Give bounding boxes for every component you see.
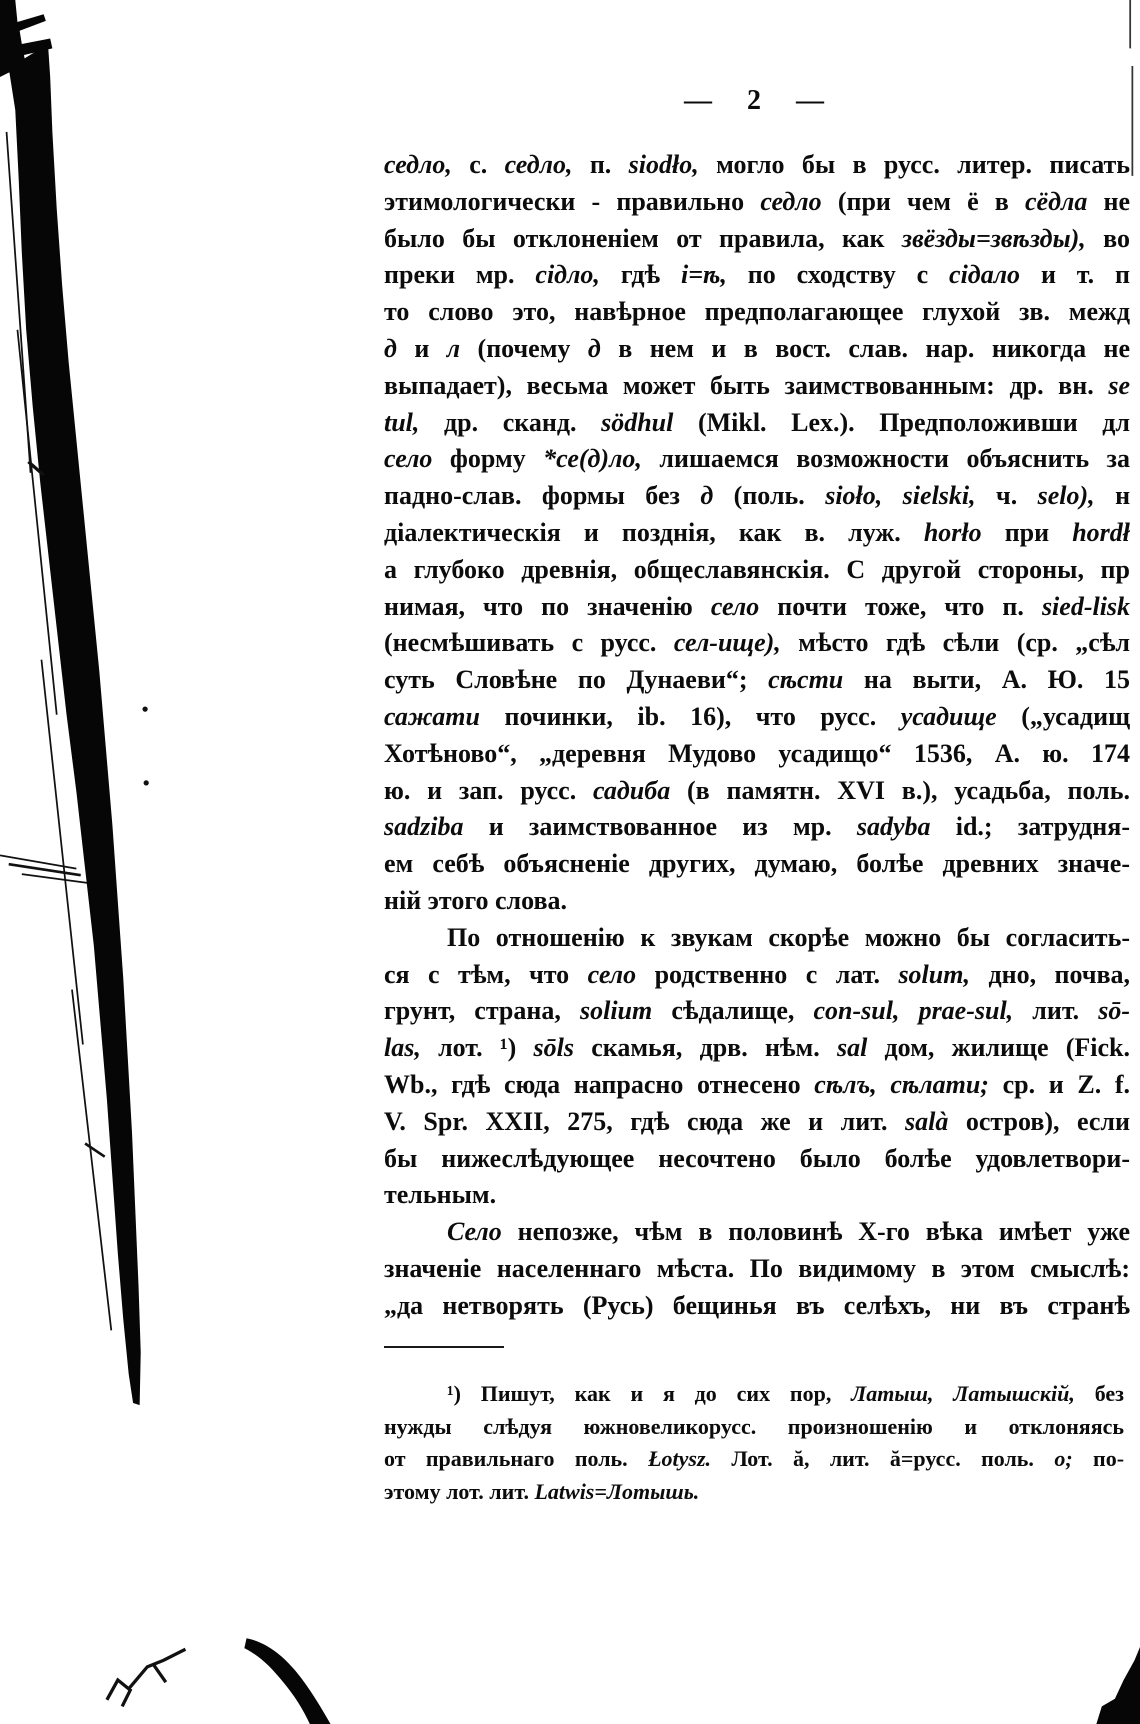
text-line: [384, 1141, 1130, 1178]
emphasized-text: д: [700, 481, 714, 511]
text-line: [384, 1067, 1130, 1104]
text-segment: родственно с лат.: [654, 959, 880, 989]
emphasized-text: Латыш, Латышскій,: [851, 1381, 1075, 1406]
emphasized-text: сідло,: [535, 260, 600, 290]
text-line: [384, 773, 1130, 810]
paragraph: [384, 1214, 1130, 1324]
text-segment: дно, почва,: [988, 959, 1130, 989]
text-line: [384, 846, 1130, 883]
emphasized-text: sadyba: [856, 812, 931, 842]
emphasized-text: sioło, sielski,: [825, 481, 976, 511]
text-line: [384, 957, 1130, 994]
text-line: [447, 1214, 1130, 1251]
emphasized-text: сёдла: [1025, 186, 1088, 216]
text-segment: (несмѣшивать с русс.: [384, 628, 657, 658]
emphasized-text: södhul: [601, 407, 674, 437]
text-segment: при: [1004, 517, 1050, 547]
text-line: [384, 1411, 1124, 1444]
text-segment: могло бы в русс. литер. писать: [716, 150, 1130, 179]
text-line: [384, 1443, 1124, 1476]
text-segment: скамья, дрв. нѣм.: [591, 1033, 820, 1063]
text-segment: и: [414, 333, 430, 363]
emphasized-text: solum,: [898, 959, 970, 989]
text-segment: лит.: [1032, 996, 1080, 1026]
text-line: [384, 478, 1130, 515]
text-line: [447, 1378, 1124, 1411]
text-segment: н: [1115, 481, 1130, 511]
text-segment: нимая, что по значенію: [384, 591, 693, 621]
emphasized-text: selo),: [1037, 481, 1095, 511]
text-segment: Хотѣново“, „деревня Мудово усадищо“ 1536, А. ю. 174: [384, 738, 1130, 768]
text-segment: мѣсто гдѣ сѣли (ср. „сѣл: [798, 628, 1130, 658]
text-segment: почти тоже, что п.: [777, 591, 1024, 621]
paragraph: [384, 1378, 1124, 1508]
text-segment: на выти, А. Ю. 15: [863, 665, 1130, 695]
scan-mark-bottom-curve: [244, 1638, 330, 1724]
text-line: [384, 184, 1130, 221]
scan-smear-left: [9, 44, 141, 1405]
text-segment: выпадает), весьма может быть заимствованным: др. вн.: [384, 370, 1094, 400]
text-segment: гдѣ: [620, 260, 661, 290]
text-segment: во: [1103, 223, 1130, 253]
text-segment: лот. ¹): [438, 1033, 517, 1063]
text-segment: падно-слав. формы без: [384, 481, 680, 511]
text-line: [384, 993, 1130, 1030]
text-line: [384, 368, 1130, 405]
text-segment: лишаемся возможности объяснить за: [659, 444, 1130, 474]
text-line: [384, 589, 1130, 626]
text-segment: непозже, чѣм в половинѣ X-го вѣка имѣет уже: [517, 1217, 1130, 1247]
text-segment: форму: [449, 444, 526, 474]
text-segment: др. сканд.: [444, 407, 577, 437]
emphasized-text: седло,: [384, 150, 452, 179]
emphasized-text: седло: [760, 186, 822, 216]
text-segment: п.: [589, 150, 612, 179]
emphasized-text: tul,: [384, 407, 420, 437]
emphasized-text: sōls: [533, 1033, 574, 1063]
text-segment: ся с тѣм, что: [384, 959, 570, 989]
text-line: [384, 552, 1130, 589]
emphasized-text: л: [446, 333, 461, 363]
text-segment: ср. и Z. f.: [1002, 1069, 1130, 1099]
text-segment: суть Словѣне по Дунаеви“;: [384, 665, 748, 695]
text-line: [384, 515, 1130, 552]
footnotes: [384, 1378, 1124, 1508]
emphasized-text: o;: [1054, 1446, 1073, 1472]
text-segment: Лот. ă, лит. ă=русс. поль.: [731, 1446, 1034, 1472]
text-line: [384, 405, 1130, 442]
text-line: [384, 736, 1130, 773]
emphasized-text: salà: [905, 1106, 949, 1136]
text-segment: дом, жилище (Fick.: [884, 1033, 1130, 1063]
speck: [142, 707, 147, 712]
text-segment: (поль.: [733, 481, 805, 511]
emphasized-text: *се(д)ло,: [543, 444, 642, 474]
text-segment: было бы отклоненіем от правила, как: [384, 223, 885, 253]
text-line: [384, 331, 1130, 368]
main-text: [384, 147, 1130, 1325]
text-line: [384, 809, 1130, 846]
text-line: [384, 1476, 1124, 1509]
text-line: [384, 294, 1130, 331]
text-segment: діалектическія и позднія, как в. луж.: [384, 517, 901, 547]
paragraph: [384, 920, 1130, 1214]
speck: [144, 780, 149, 785]
emphasized-text: сел-ище),: [673, 628, 781, 658]
text-segment: починки, ib. 16), что русс.: [504, 701, 877, 731]
emphasized-text: las,: [384, 1033, 421, 1063]
text-line: [384, 1288, 1130, 1325]
emphasized-text: se: [1108, 370, 1130, 400]
text-segment: по-: [1093, 1446, 1124, 1472]
text-line: [384, 221, 1130, 258]
text-segment: по сходству с: [747, 260, 929, 290]
emphasized-text: sied-lisk: [1041, 591, 1130, 621]
emphasized-text: звёзды=звѣзды),: [901, 223, 1086, 253]
text-line: [384, 662, 1130, 699]
text-segment: ній этого слова.: [384, 885, 568, 915]
text-segment: без: [1094, 1381, 1124, 1406]
text-line: [447, 920, 1130, 957]
emphasized-text: д: [384, 333, 397, 363]
text-line: [384, 257, 1130, 294]
emphasized-text: садиба: [593, 775, 671, 805]
scan-smear-top: [0, 0, 52, 77]
scan-smear-feathers: [0, 132, 111, 1330]
scan-mark-bottom-right: [1096, 1647, 1140, 1724]
emphasized-text: sō-: [1098, 996, 1130, 1026]
page-number: — 2 —: [684, 85, 824, 116]
text-segment: не: [1103, 186, 1130, 216]
text-segment: а глубоко древнія, общеславянскія. С другой стороны, пр: [384, 554, 1130, 584]
emphasized-text: д: [587, 333, 601, 363]
text-segment: этому лот. лит.: [384, 1478, 529, 1504]
emphasized-text: сѣлъ, сѣлати;: [814, 1069, 989, 1099]
text-segment: и т. п: [1040, 260, 1130, 290]
emphasized-text: solium: [579, 996, 653, 1026]
text-segment: ч.: [996, 481, 1018, 511]
emphasized-text: sal: [836, 1033, 868, 1063]
text-segment: и заимствованное из мр.: [488, 812, 832, 842]
text-segment: id.; затрудня-: [955, 812, 1130, 842]
text-segment: бы нижеслѣдующее несочтено было болѣе удовлетвори-: [384, 1143, 1130, 1173]
text-segment: (при чем ё в: [837, 186, 1009, 216]
emphasized-text: седло,: [504, 150, 573, 179]
text-segment: ¹) Пишут, как и я до сих пор,: [447, 1381, 832, 1406]
text-line: [384, 1030, 1130, 1067]
text-line: [384, 441, 1130, 478]
emphasized-text: sadziba: [384, 812, 464, 842]
emphasized-text: усадище: [900, 701, 997, 731]
text-segment: Wb., гдѣ сюда напрасно отнесено: [384, 1069, 801, 1099]
text-segment: этимологически - правильно: [384, 186, 745, 216]
scan-mark-bottom-left: [107, 1649, 186, 1706]
text-segment: тельным.: [384, 1180, 497, 1210]
text-segment: („усадищ: [1021, 701, 1130, 731]
text-segment: от правильнаго поль.: [384, 1446, 628, 1472]
text-segment: По отношенію к звукам скорѣе можно бы согласить-: [447, 922, 1130, 952]
text-segment: ем себѣ объясненіе других, думаю, болѣе древних значе-: [384, 849, 1130, 879]
text-segment: (почему: [477, 333, 571, 363]
emphasized-text: horło: [923, 517, 982, 547]
text-segment: сѣдалище,: [671, 996, 795, 1026]
page-edge-line: [1130, 0, 1132, 176]
text-segment: (в памятн. XVI в.), усадьба, поль.: [687, 775, 1130, 805]
emphasized-text: сажати: [384, 701, 480, 731]
emphasized-text: Łotysz.: [648, 1446, 712, 1472]
text-segment: то слово это, навѣрное предполагающее глухой зв. межд: [384, 297, 1130, 327]
emphasized-text: село: [710, 591, 760, 621]
emphasized-text: село: [384, 444, 433, 474]
text-line: [384, 1104, 1130, 1141]
emphasized-text: сѣсти: [768, 665, 844, 695]
emphasized-text: Latwis=Лотышь.: [534, 1478, 700, 1504]
text-line: [384, 1177, 1130, 1214]
text-segment: грунт, страна,: [384, 996, 561, 1026]
text-line: [384, 625, 1130, 662]
text-line: [384, 147, 1130, 184]
text-segment: значеніе населеннаго мѣста. По видимому в этом смыслѣ:: [384, 1253, 1130, 1283]
text-segment: в нем и в вост. слав. нар. никогда не: [618, 333, 1130, 363]
emphasized-text: сідало: [949, 260, 1021, 290]
text-segment: ю. и зап. русс.: [384, 775, 577, 805]
emphasized-text: село: [587, 959, 637, 989]
text-segment: V. Spr. XXII, 275, гдѣ сюда же и лит.: [384, 1106, 888, 1136]
paragraph: [384, 147, 1130, 920]
footnote-separator: [384, 1346, 504, 1348]
text-segment: преки мр.: [384, 260, 515, 290]
emphasized-text: Село: [447, 1217, 502, 1247]
text-segment: (Mikl. Lex.). Предположивши дл: [697, 407, 1130, 437]
text-line: [384, 883, 1130, 920]
emphasized-text: і=ѣ,: [680, 260, 727, 290]
text-segment: нужды слѣдуя южновеликорусс. произношенію и отклоняясь: [384, 1413, 1124, 1439]
emphasized-text: hordł: [1072, 517, 1130, 547]
text-line: [384, 1251, 1130, 1288]
text-segment: „да нетворять (Русь) бещинья въ селѣхъ, ни въ странѣ: [384, 1290, 1130, 1320]
text-segment: с.: [469, 150, 488, 179]
text-segment: остров), если: [965, 1106, 1130, 1136]
text-line: [384, 699, 1130, 736]
emphasized-text: con-sul, prae-sul,: [813, 996, 1014, 1026]
emphasized-text: siodło,: [628, 150, 699, 179]
